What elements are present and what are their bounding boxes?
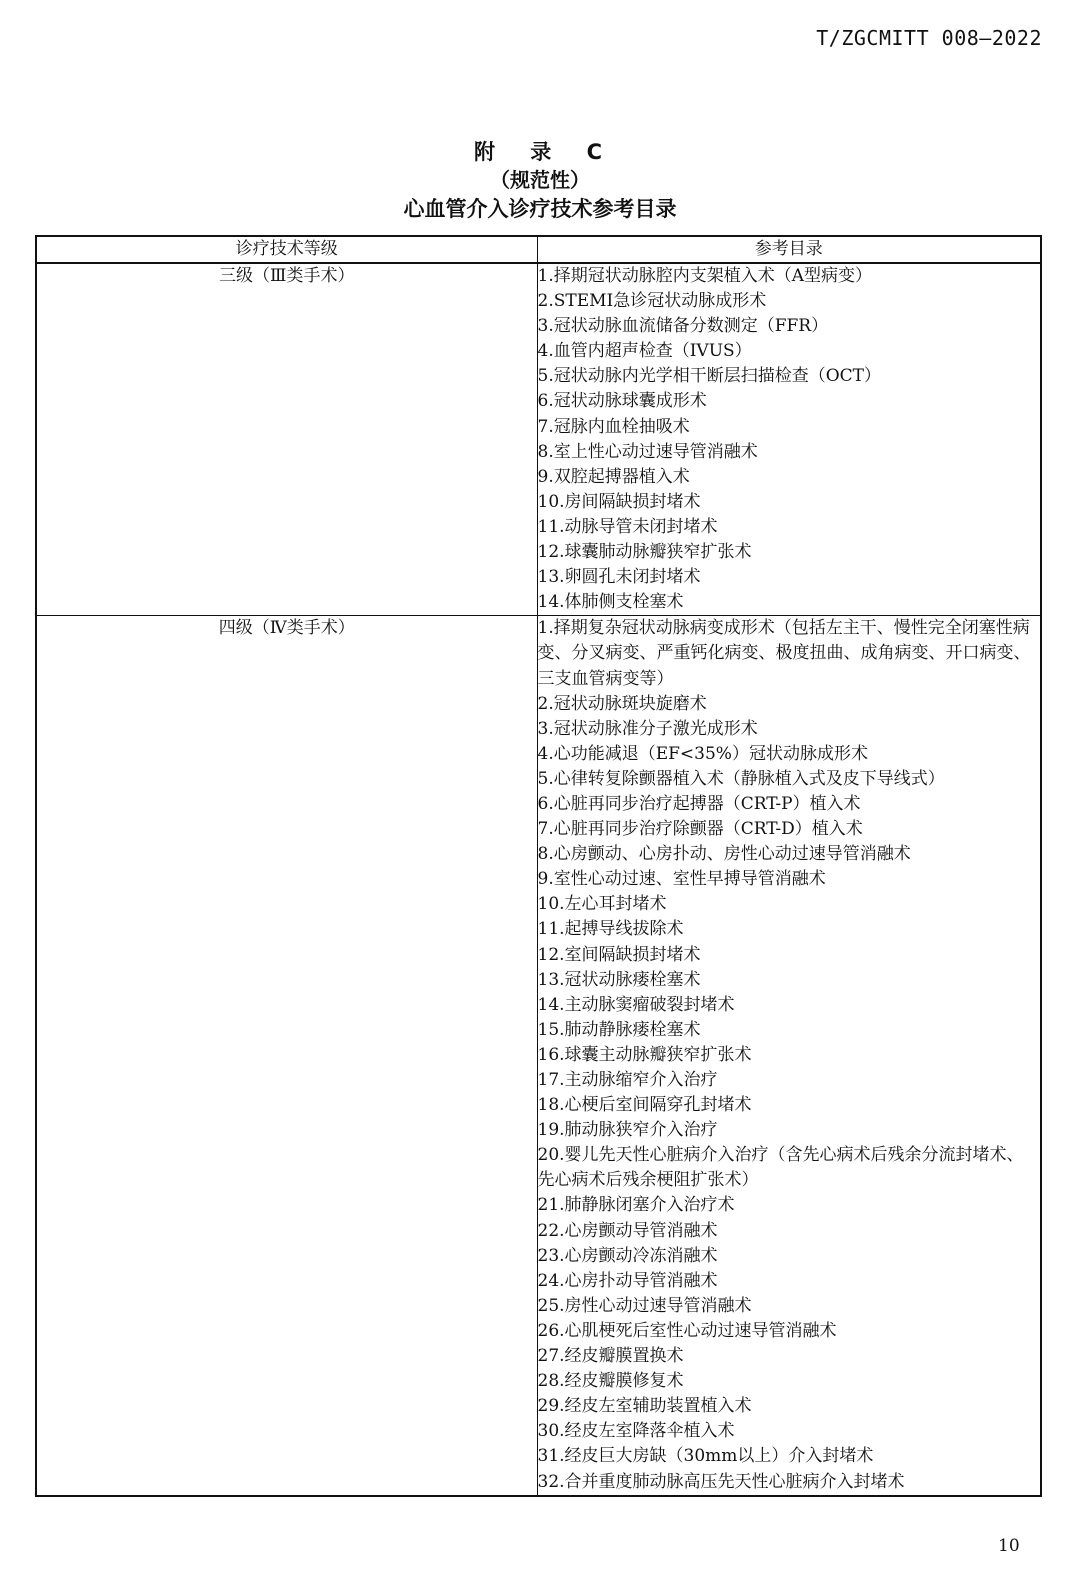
list-item: 9.室性心动过速、室性早搏导管消融术: [537, 869, 826, 890]
catalog-list-cell: [537, 263, 1041, 616]
document-title: 心血管介入诊疗技术参考目录: [403, 197, 677, 221]
list-item: 5.心律转复除颤器植入术（静脉植入式及皮下导线式）: [537, 768, 945, 789]
list-item: 28.经皮瓣膜修复术: [537, 1371, 684, 1392]
list-item: 10.左心耳封堵术: [537, 894, 667, 915]
list-item: 15.肺动静脉瘘栓塞术: [537, 1019, 701, 1040]
list-item: 13.卵圆孔未闭封堵术: [537, 567, 701, 588]
table-row-grade-3: [36, 263, 1041, 616]
grade-cell: 四级（Ⅳ类手术）: [36, 616, 537, 1496]
list-item: 1.择期冠状动脉腔内支架植入术（A型病变）: [537, 266, 872, 286]
list-item: 4.血管内超声检查（IVUS）: [537, 341, 752, 362]
list-item: 3.冠状动脉血流储备分数测定（FFR）: [537, 316, 829, 337]
list-item: 20.婴儿先天性心脏病介入治疗（含先心病术后残余分流封堵术、先心病术后残余梗阻扩张术）: [537, 1145, 1024, 1191]
list-item: 11.起搏导线拔除术: [537, 919, 684, 940]
list-item: 11.动脉导管未闭封堵术: [537, 516, 718, 537]
table-header-row: [36, 236, 1041, 263]
list-item: 13.冠状动脉瘘栓塞术: [537, 969, 701, 990]
list-item: 1.择期复杂冠状动脉病变成形术（包括左主干、慢性完全闭塞性病变、分叉病变、严重钙化病变、极度扭曲、成角病变、开口病变、三支血管病变等）: [537, 618, 1031, 689]
list-item: 14.体肺侧支栓塞术: [537, 592, 684, 613]
list-item: 2.STEMI急诊冠状动脉成形术: [537, 291, 767, 312]
list-item: 12.球囊肺动脉瓣狭窄扩张术: [537, 542, 752, 563]
list-item: 19.肺动脉狭窄介入治疗: [537, 1120, 718, 1141]
list-item: 25.房性心动过速导管消融术: [537, 1295, 752, 1316]
list-item: 7.冠脉内血栓抽吸术: [537, 416, 690, 437]
list-item: 10.房间隔缺损封堵术: [537, 491, 701, 512]
list-item: 6.冠状动脉球囊成形术: [537, 391, 707, 412]
list-item: 8.心房颤动、心房扑动、房性心动过速导管消融术: [537, 844, 911, 865]
list-item: 4.心功能减退（EF<35%）冠状动脉成形术: [537, 743, 868, 764]
list-item: 6.心脏再同步治疗起搏器（CRT-P）植入术: [537, 793, 861, 814]
appendix-heading-block: [0, 138, 1080, 224]
catalog-list-cell: [537, 616, 1041, 1496]
list-item: 29.经皮左室辅助装置植入术: [537, 1396, 752, 1417]
list-item: 21.肺静脉闭塞介入治疗术: [537, 1195, 735, 1216]
list-item: 26.心肌梗死后室性心动过速导管消融术: [537, 1320, 837, 1341]
page-number: 10: [998, 1536, 1020, 1556]
list-item: 16.球囊主动脉瓣狭窄扩张术: [537, 1044, 752, 1065]
list-item: 23.心房颤动冷冻消融术: [537, 1245, 718, 1266]
appendix-label: 附 录 C: [473, 140, 617, 164]
list-item: 32.合并重度肺动脉高压先天性心脏病介入封堵术: [537, 1471, 905, 1492]
technology-catalog-table: [35, 235, 1042, 1497]
standard-code: T/ZGCMITT 008—2022: [816, 26, 1042, 50]
column-header-catalog: 参考目录: [537, 236, 1041, 263]
list-item: 31.经皮巨大房缺（30mm以上）介入封堵术: [537, 1446, 874, 1467]
list-item: 24.心房扑动导管消融术: [537, 1270, 718, 1291]
list-item: 8.室上性心动过速导管消融术: [537, 441, 758, 462]
list-item: 5.冠状动脉内光学相干断层扫描检查（OCT）: [537, 366, 882, 387]
list-item: 12.室间隔缺损封堵术: [537, 944, 701, 965]
list-item: 7.心脏再同步治疗除颤器（CRT-D）植入术: [537, 819, 863, 840]
normative-label: （规范性）: [490, 168, 590, 192]
list-item: 30.经皮左室降落伞植入术: [537, 1421, 735, 1442]
list-item: 22.心房颤动导管消融术: [537, 1220, 718, 1241]
list-item: 3.冠状动脉准分子激光成形术: [537, 718, 758, 739]
list-item: 17.主动脉缩窄介入治疗: [537, 1070, 718, 1090]
list-item: 14.主动脉窦瘤破裂封堵术: [537, 994, 735, 1015]
table-body: [36, 263, 1041, 1496]
list-item: 18.心梗后室间隔穿孔封堵术: [537, 1095, 752, 1116]
column-header-grade: 诊疗技术等级: [36, 236, 537, 263]
table-row-grade-4: [36, 616, 1041, 1496]
list-item: 27.经皮瓣膜置换术: [537, 1346, 684, 1367]
list-item: 2.冠状动脉斑块旋磨术: [537, 693, 707, 714]
list-item: 9.双腔起搏器植入术: [537, 466, 690, 487]
grade-cell: 三级（Ⅲ类手术）: [36, 263, 537, 616]
